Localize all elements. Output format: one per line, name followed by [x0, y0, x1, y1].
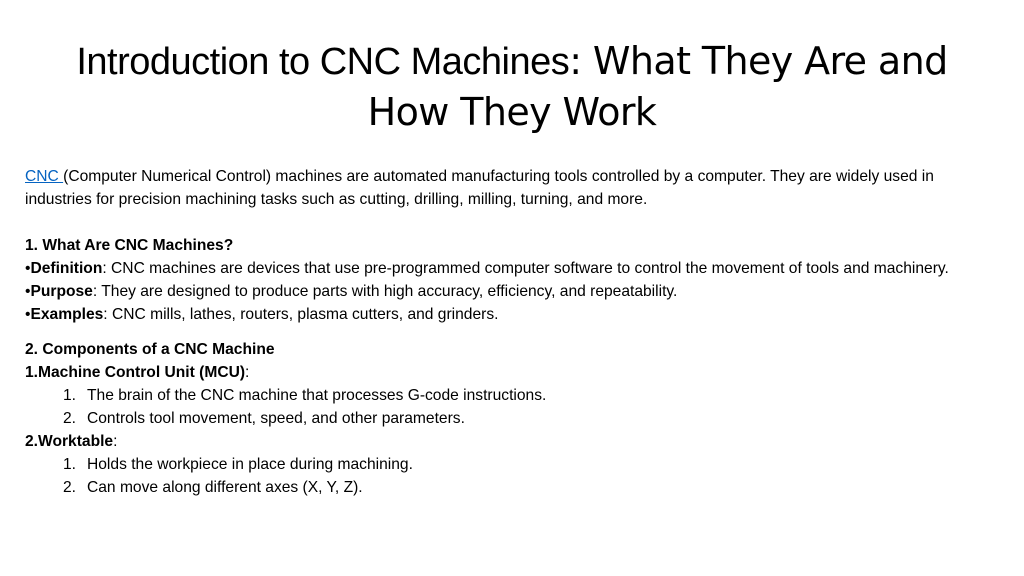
title-rest: : What They Are and How They Work — [367, 39, 948, 134]
bullet-label: Purpose — [30, 283, 93, 300]
bullet-label: Examples — [30, 306, 104, 323]
list-text: Holds the workpiece in place during machining. — [87, 456, 413, 473]
bullet-label: Definition — [30, 260, 103, 277]
component-label: 2.Worktable — [25, 433, 114, 450]
bullet-text: : CNC machines are devices that use pre-programmed computer software to control the movement of tools and machinery. — [102, 260, 949, 277]
list-number: 2. — [63, 479, 77, 496]
slide-body — [25, 165, 1000, 499]
component-mcu — [25, 361, 1000, 384]
list-text: Controls tool movement, speed, and other parameters. — [87, 410, 465, 427]
list-number: 2. — [63, 410, 77, 427]
list-number: 1. — [63, 456, 77, 473]
list-number: 1. — [63, 387, 77, 404]
section-2-heading: 2. Components of a CNC Machine — [25, 341, 275, 358]
bullet-text: : CNC mills, lathes, routers, plasma cutters, and grinders. — [103, 306, 499, 323]
component-label: 1.Machine Control Unit (MCU) — [25, 364, 246, 381]
list-item — [63, 476, 1000, 499]
bullet-text: : They are designed to produce parts with high accuracy, efficiency, and repeatability. — [92, 283, 678, 300]
worktable-sublist — [25, 453, 1000, 499]
list-text: The brain of the CNC machine that processes G-code instructions. — [87, 387, 547, 404]
mcu-sublist — [25, 384, 1000, 430]
list-item — [63, 453, 1000, 476]
bullet-definition: •Definition: CNC machines are devices that use pre-programmed computer software to control the movement of tools and machinery. — [25, 260, 949, 277]
intro-paragraph — [25, 165, 1000, 211]
slide-title — [40, 36, 984, 137]
spacer — [25, 326, 1000, 338]
component-suffix: : — [113, 433, 118, 450]
list-item — [63, 407, 1000, 430]
section-1-heading: 1. What Are CNC Machines? — [25, 237, 234, 254]
bullet-purpose: •Purpose: They are designed to produce parts with high accuracy, efficiency, and repeatability. — [25, 283, 678, 300]
list-text: Can move along different axes (X, Y, Z). — [87, 479, 363, 496]
list-item — [63, 384, 1000, 407]
bullet-examples: •Examples: CNC mills, lathes, routers, plasma cutters, and grinders. — [25, 306, 499, 323]
title-main: Introduction to CNC Machines — [76, 41, 570, 83]
component-suffix: : — [245, 364, 250, 381]
component-worktable — [25, 430, 1000, 453]
intro-text: (Computer Numerical Control) machines are automated manufacturing tools controlled by a computer. They are widely used in industries for precision machining tasks such as cutting, drilling, milling, turning, and more. — [25, 168, 934, 208]
cnc-link[interactable]: CNC — [25, 168, 64, 185]
